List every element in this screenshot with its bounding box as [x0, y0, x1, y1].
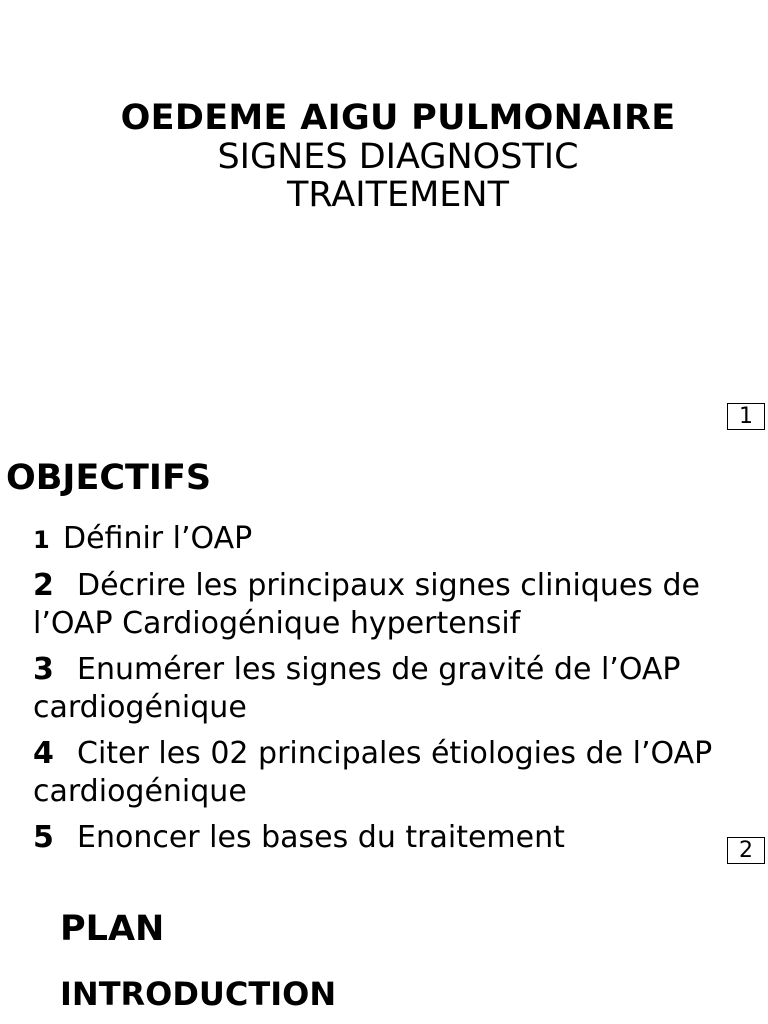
page-number-2: 2	[727, 837, 765, 864]
objective-text: Définir l’OAP	[63, 521, 253, 556]
objective-text: Enoncer les bases du traitement	[77, 820, 565, 855]
objective-text: Citer les 02 principales étiologies de l’OAP cardiogénique	[33, 736, 713, 809]
objective-item	[33, 520, 768, 559]
page-number-1: 1	[727, 403, 765, 430]
objectives-list	[33, 520, 768, 865]
document-title	[0, 98, 768, 214]
objective-number: 4	[33, 736, 54, 771]
objective-number: 2	[33, 568, 54, 603]
objective-number: 3	[33, 652, 54, 687]
objective-item	[33, 651, 768, 727]
title-subtitle-line-2: TRAITEMENT	[287, 175, 509, 215]
title-subtitle-line-1: SIGNES DIAGNOSTIC	[217, 137, 579, 177]
objective-number: 5	[33, 820, 54, 855]
objectifs-heading: OBJECTIFS	[6, 458, 212, 498]
objective-number: 1	[33, 526, 50, 554]
objective-item	[33, 567, 768, 643]
objective-text: Enumérer les signes de gravité de l’OAP cardiogénique	[33, 652, 681, 725]
introduction-heading: INTRODUCTION	[60, 975, 337, 1013]
title-main: OEDEME AIGU PULMONAIRE	[120, 98, 676, 138]
plan-heading: PLAN	[60, 909, 165, 949]
objective-item	[33, 819, 768, 857]
objective-text: Décrire les principaux signes cliniques de l’OAP Cardiogénique hypertensif	[33, 568, 700, 641]
objective-item	[33, 735, 768, 811]
